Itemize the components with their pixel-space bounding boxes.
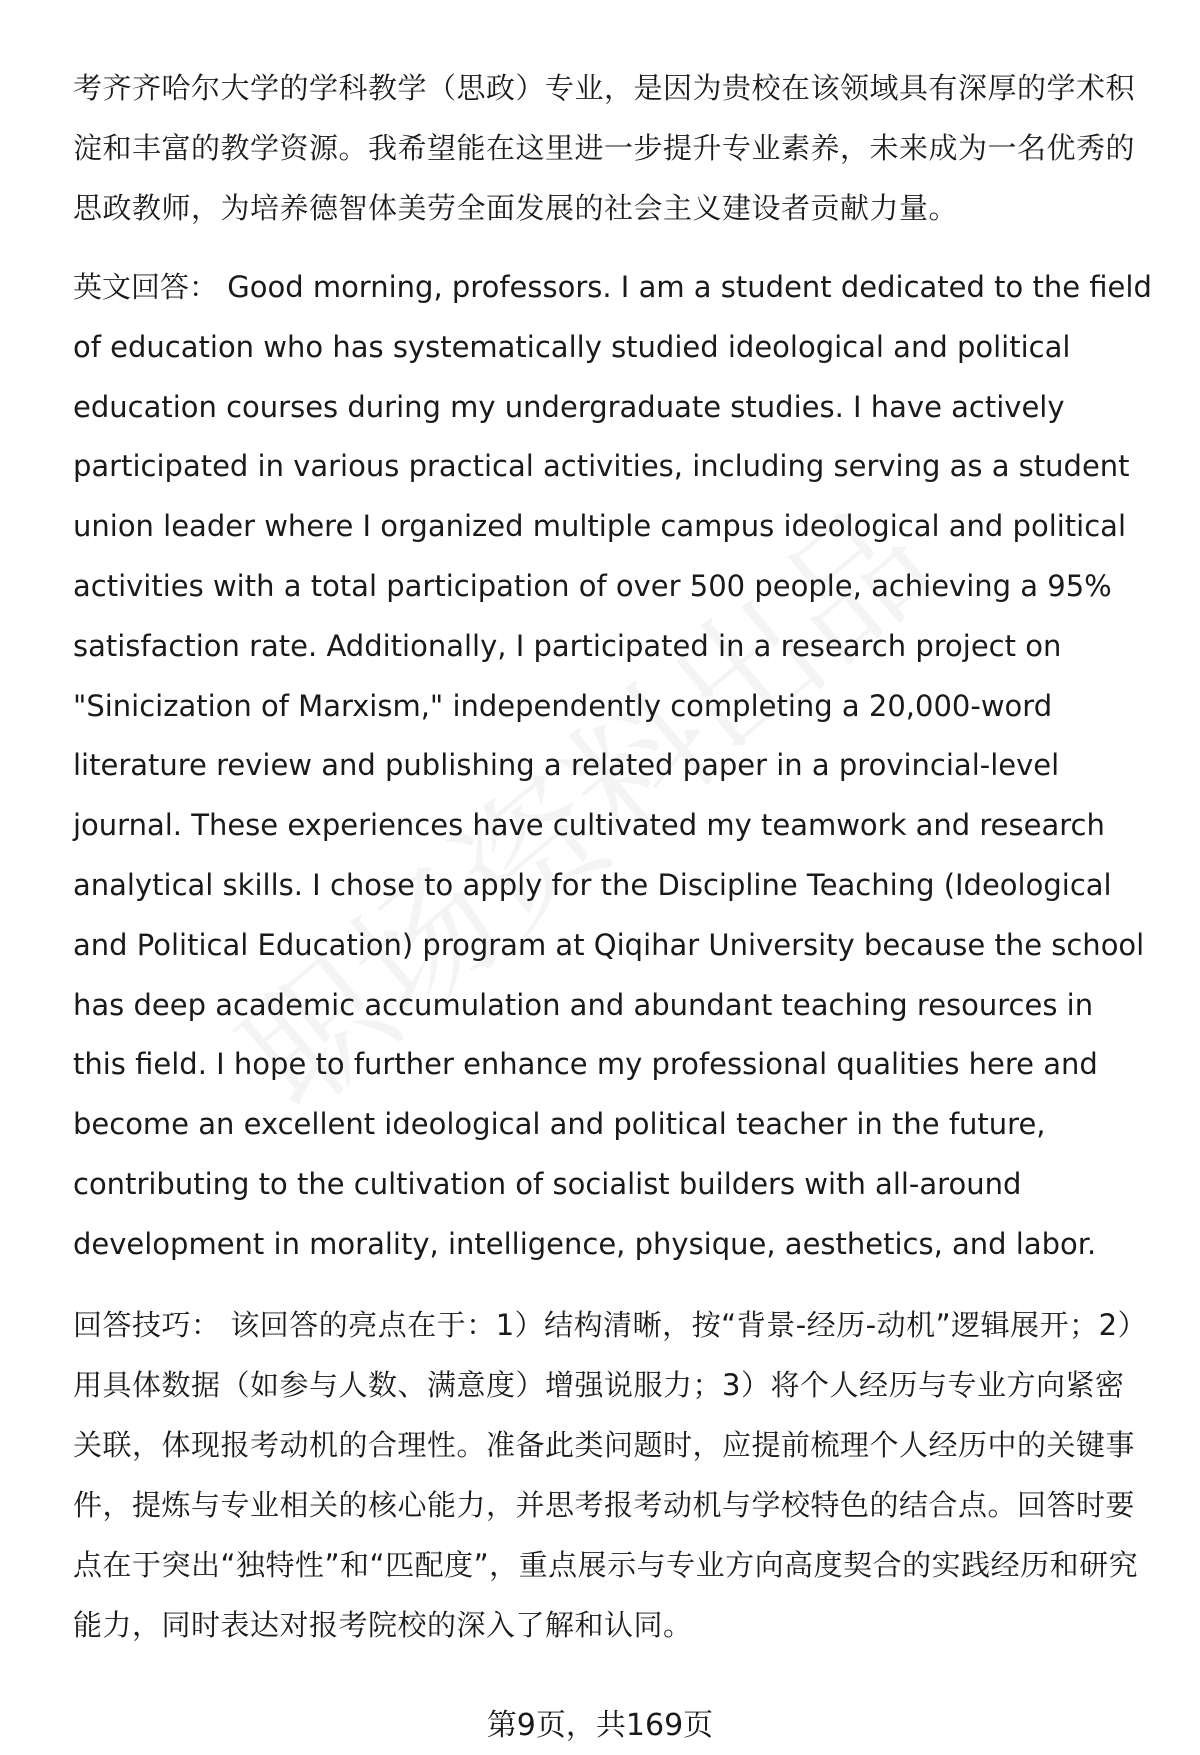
english-answer-label: 英文回答： <box>73 270 219 304</box>
paragraph-gap <box>73 238 1153 258</box>
paragraph-gap <box>73 1275 1153 1295</box>
tips-text: 该回答的亮点在于：1）结构清晰，按“背景-经历-动机”逻辑展开；2）用具体数据（如参与人数、满意度）增强说服力；3）将个人经历与专业方向紧密关联，体现报考动机的合理性。准备此类问题时，应提前梳理个人经历中的关键事件，提炼与专业相关的核心能力，并思考报考动机与学校特色的结合点。回答时要点在于突出“独特性”和“匹配度”，重点展示与专业方向高度契合的实践经历和研究能力，同时表达对报考院校的深入了解和认同。 <box>73 1307 1148 1642</box>
page-number: 第9页，共169页 <box>486 1708 714 1743</box>
tips-label: 回答技巧： <box>73 1307 221 1342</box>
english-answer-text: Good morning, professors. I am a student dedicated to the field of education who has systematically studied ideological and political education courses during my undergraduate studies. I have actively participated in various practical activities, including serving as a student union leader where I organized multiple campus ideological and political activities with a total participation of over 500 people, achieving a 95% satisfaction rate. Additionally, I participated in a research project on "Sinicization of Marxism," independently completing a 20,000-word literature review and publishing a related paper in a provincial-level journal. These experiences have cultivated my teamwork and research analytical skills. I chose to apply for the Discipline Teaching (Ideological and Political Education) program at Qiqihar University because the school has deep academic accumulation and abundant teaching resources in this field. I hope to further enhance my professional qualities here and become an excellent ideological and political teacher in the future, contributing to the cultivation of socialist builders with all-around development in morality, intelligence, physique, aesthetics, and labor. <box>73 270 1152 1261</box>
tips-paragraph <box>73 1295 1153 1655</box>
intro-paragraph: 考齐齐哈尔大学的学科教学（思政）专业，是因为贵校在该领域具有深厚的学术积淀和丰富的教学资源。我希望能在这里进一步提升专业素养，未来成为一名优秀的思政教师，为培养德智体美劳全面发展的社会主义建设者贡献力量。 <box>73 71 1136 225</box>
document-body <box>73 58 1153 1655</box>
english-answer-paragraph <box>73 258 1153 1275</box>
